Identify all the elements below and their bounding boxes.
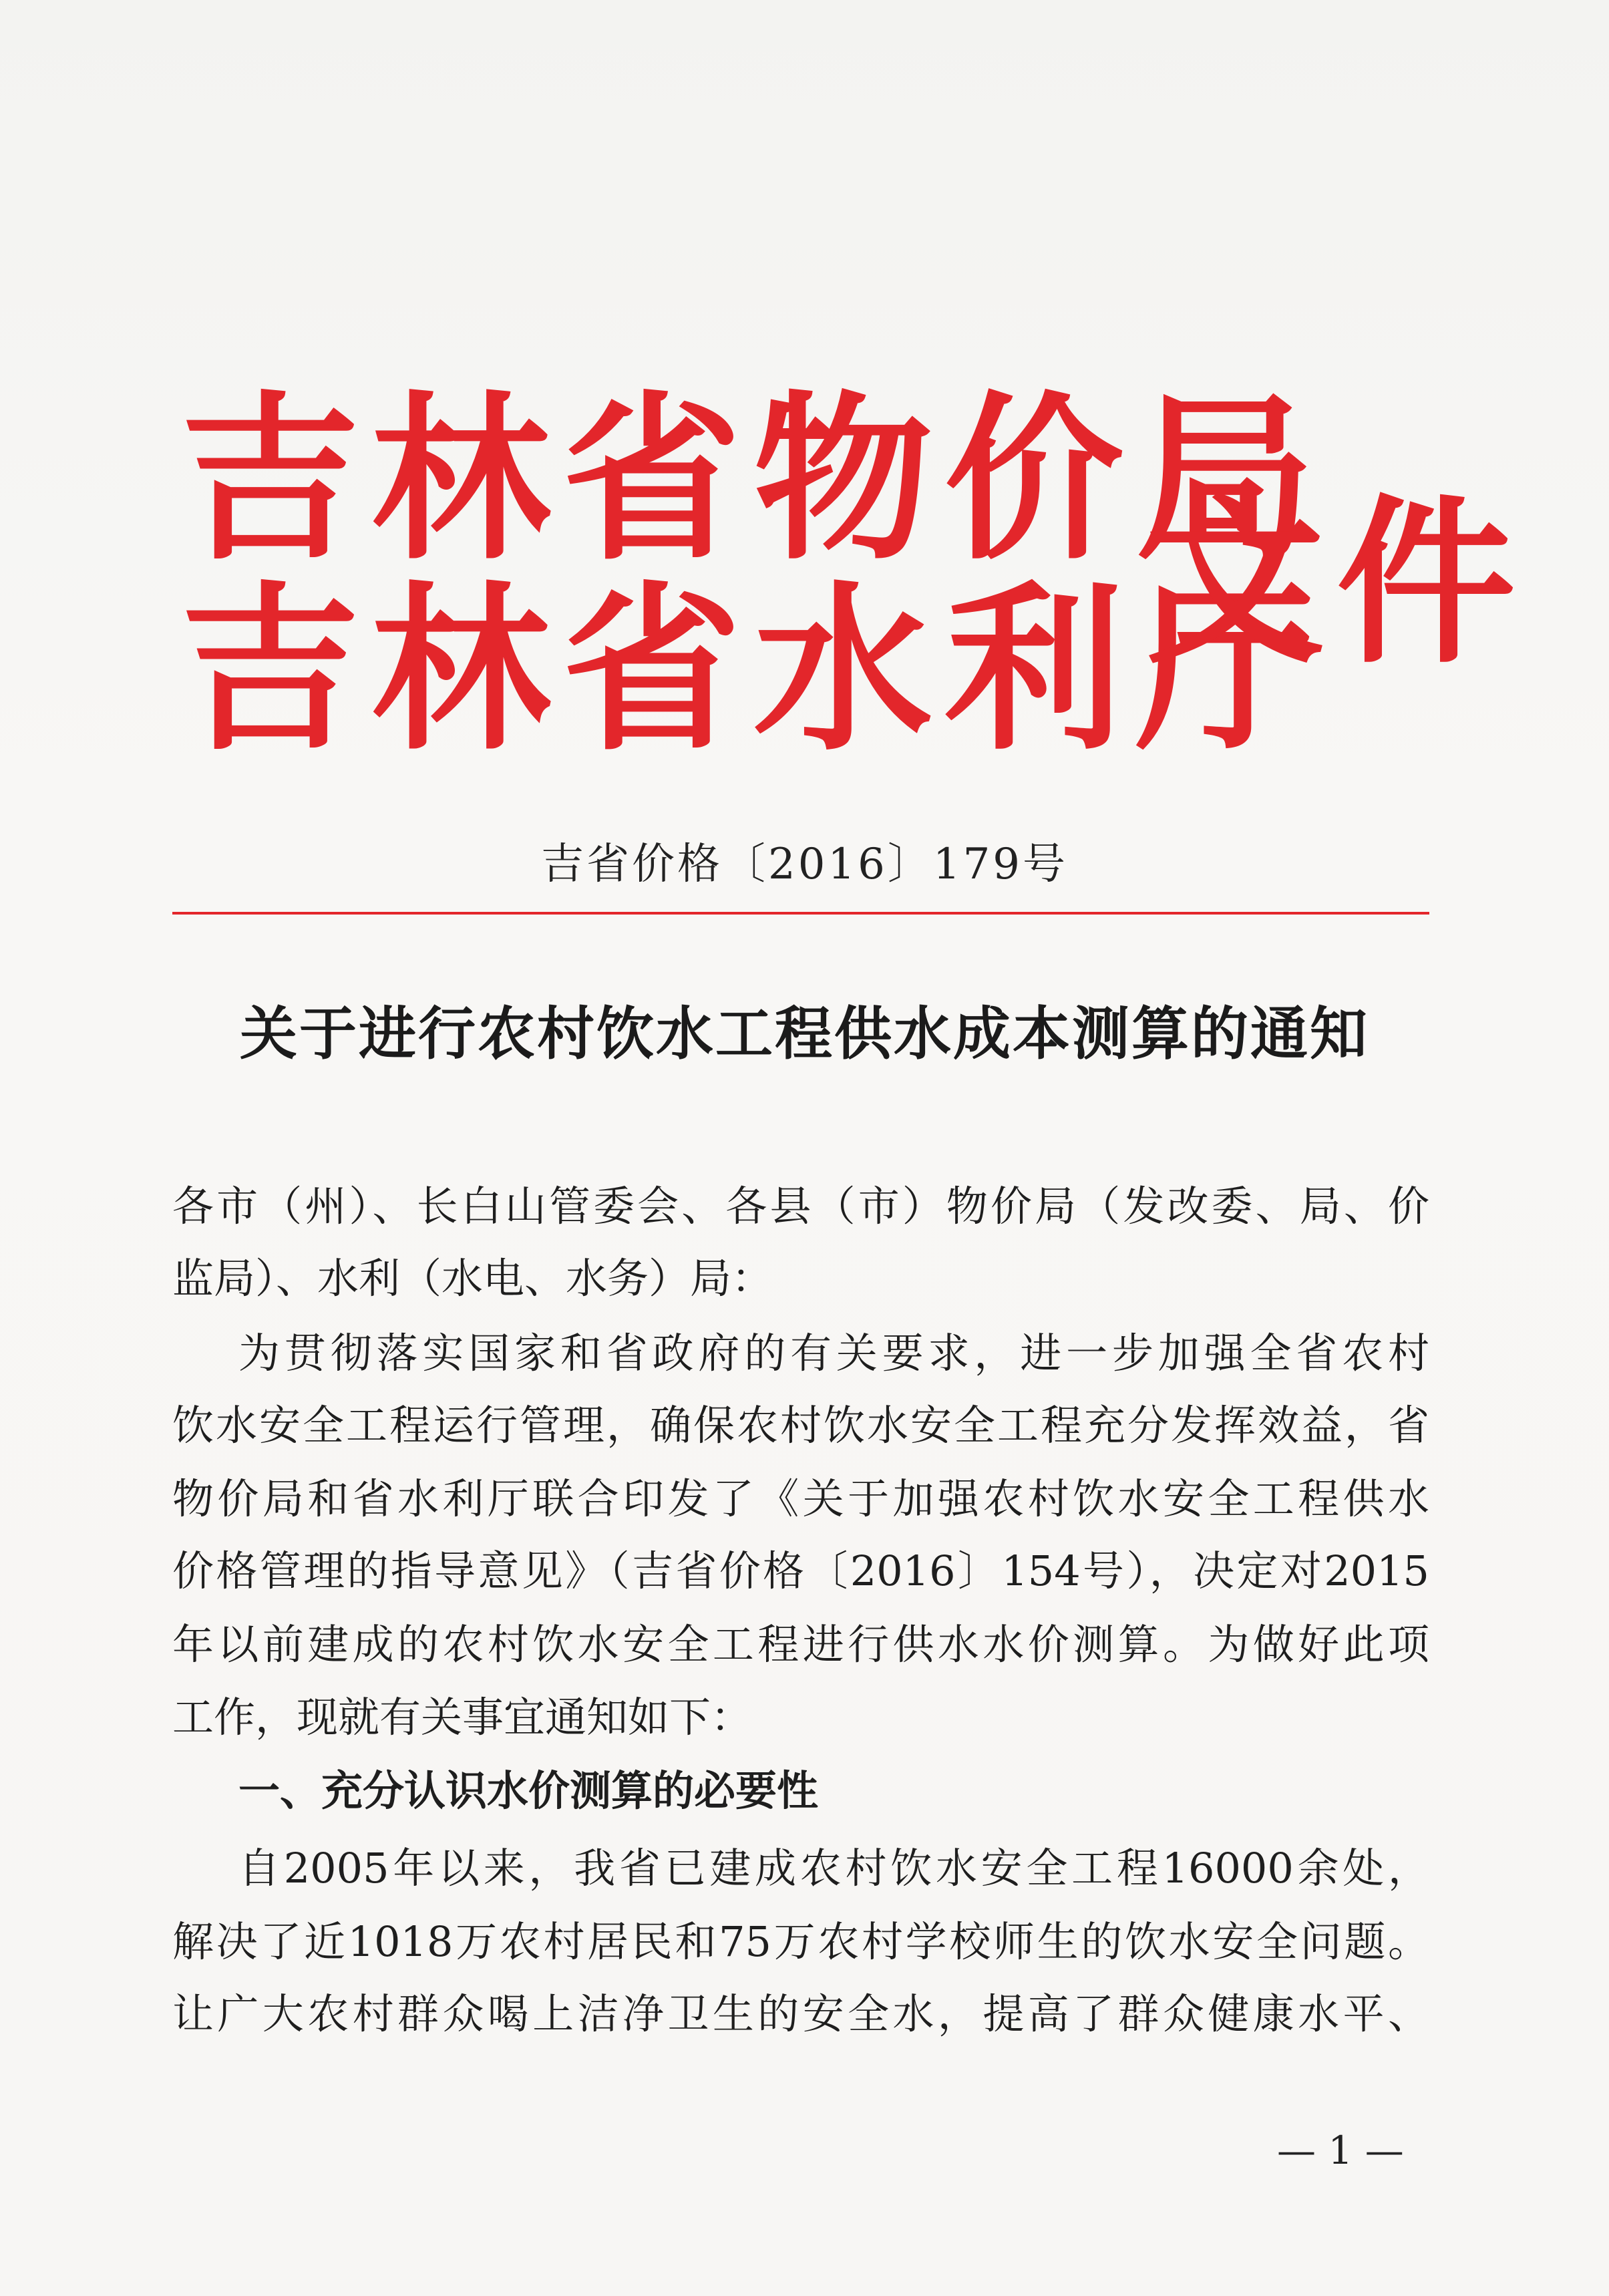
- paragraph-line: 自2005年以来，我省已建成农村饮水安全工程16000余处，: [238, 1844, 1429, 1893]
- issuer-price-bureau: 吉林省物价局: [180, 376, 1326, 585]
- document-title: 关于进行农村饮水工程供水成本测算的通知: [240, 1001, 1369, 1068]
- paragraph-line: 工作，现就有关事宜通知如下：: [172, 1693, 753, 1742]
- paragraph-line: 为贯彻落实国家和省政府的有关要求，进一步加强全省农村: [238, 1329, 1429, 1377]
- red-divider: [172, 912, 1429, 915]
- addressee-line: 监局）、水利（水电、水务）局：: [172, 1254, 773, 1303]
- paragraph-line: 物价局和省水利厅联合印发了《关于加强农村饮水安全工程供水: [172, 1474, 1429, 1523]
- paragraph-line: 解决了近1018万农村居民和75万农村学校师生的饮水安全问题。: [172, 1917, 1429, 1966]
- addressee-line: 各市（州）、长白山管委会、各县（市）物价局（发改委、局、价: [172, 1182, 1429, 1231]
- paragraph-line: 饮水安全工程运行管理，确保农村饮水安全工程充分发挥效益，省: [172, 1401, 1429, 1450]
- issuer-water-department: 吉林省水利厅: [180, 566, 1326, 775]
- document-suffix: 文件: [1145, 480, 1528, 688]
- section-heading: 一、充分认识水价测算的必要性: [238, 1766, 819, 1815]
- page-number: — 1 —: [1277, 2128, 1404, 2173]
- paragraph-line: 年以前建成的农村饮水安全工程进行供水水价测算。为做好此项: [172, 1620, 1429, 1669]
- paragraph-line: 让广大农村群众喝上洁净卫生的安全水，提高了群众健康水平、: [172, 1989, 1429, 2038]
- document-number: 吉省价格〔2016〕179号: [540, 840, 1069, 889]
- paragraph-line: 价格管理的指导意见》（吉省价格〔2016〕154号），决定对2015: [172, 1546, 1429, 1595]
